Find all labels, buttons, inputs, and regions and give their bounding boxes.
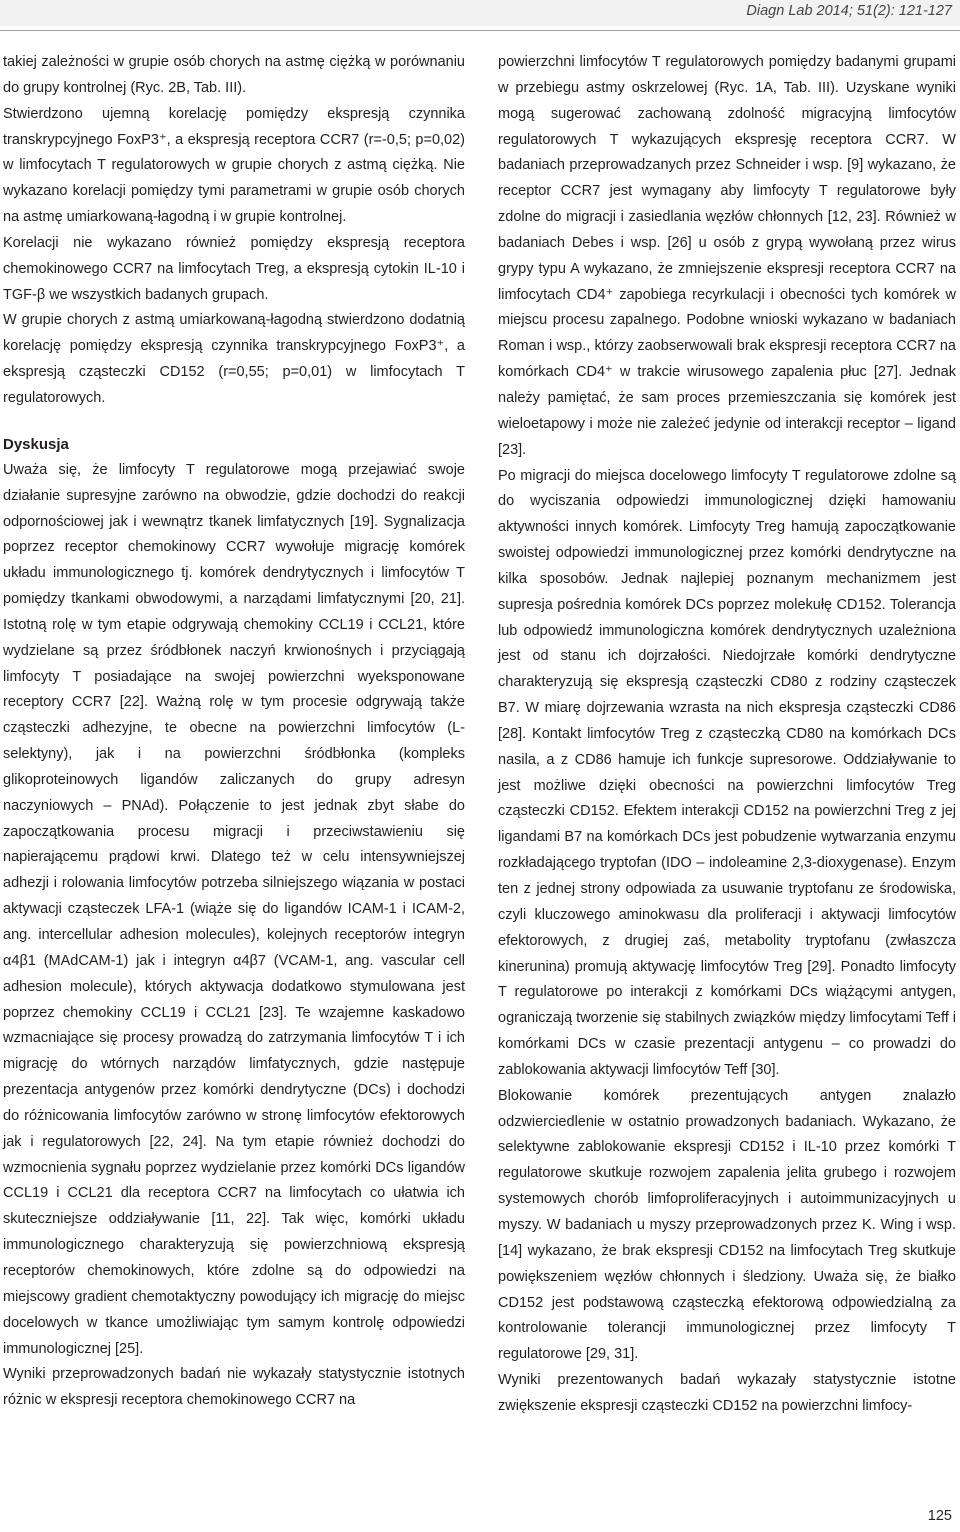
paragraph: takiej zależności w grupie osób chorych na astmę ciężką w porównaniu do grupy kontrolnej (Ryc. 2B, Tab. III). <box>3 54 465 96</box>
paragraph: W grupie chorych z astmą umiarkowaną-łagodną stwierdzono dodatnią korelację pomiędzy ekspresją czynnika transkrypcyjnego FoxP3⁺, a ekspresją cząsteczki CD152 (r=0,55; p=0,01) w limfocytach T regulatorowych. <box>3 312 465 406</box>
paragraph: Stwierdzono ujemną korelację pomiędzy ekspresją czynnika transkrypcyjnego FoxP3⁺, a ekspresją receptora CCR7 (r=-0,5; p=0,02) w limfocytach T regulatorowych w grupie chorych z astmą ciężką. Nie wykazano korelacji pomiędzy tymi parametrami w grupie osób chorych na astmę umiarkowaną-łagodną i w grupie kontrolnej. <box>3 105 465 226</box>
paragraph: Po migracji do miejsca docelowego limfocyty T regulatorowe zdolne są do wyciszania odpowiedzi immunologicznej dzięki hamowaniu aktywności innych komórek. Limfocyty Treg hamują zapoczątkowanie swoistej odpowiedzi immunologicznej przez komórki dendrytyczne na kilka sposobów. Jednak najlepiej poznanym mechanizmem jest supresja pośrednia komórek DCs poprzez molekułę CD152. Tolerancja lub odpowiedź immunologiczna komórek dendrytycznych uzależniona jest od stanu ich dojrzałości. Niedojrzałe komórki dendrytyczne charakteryzują się ekspresją cząsteczki CD80 z rodziny cząsteczek B7. W miarę dojrzewania wzrasta na nich ekspresja cząsteczki CD86 [28]. Kontakt limfocytów Treg z cząsteczką CD80 na komórkach DCs nasila, a z CD86 hamuje ich funkcje supresorowe. Oddziaływanie to jest możliwe dzięki obecności na powierzchni limfocytów Treg cząsteczki CD152. Efektem interakcji CD152 na powierzchni Treg z jej ligandami B7 na komórkach DCs jest pobudzenie wytwarzania enzymu rozkładającego tryptofan (IDO – indoleamine 2,3-dioxygenase). Enzym ten z jednej strony odpowiada za usuwanie tryptofanu ze środowiska, czyli kluczowego aminokwasu dla proliferacji i aktywacji limfocytów efektorowych, z drugiej zaś, metabolity tryptofanu (zwłaszcza kinerunina) promują aktywację limfocytów Treg [29]. Ponadto limfocyty T regulatorowe po interakcji z komórkami DCs wiążącymi antygen, ograniczają tworzenie się stabilnych związków między limfocytami Teff i komórkami DCs w czasie prezentacji antygenu – co prowadzi do zablokowania aktywacji limfocytów Teff [30]. <box>498 467 957 1078</box>
paragraph: powierzchni limfocytów T regulatorowych pomiędzy badanymi grupami w przebiegu astmy oskrzelowej (Ryc. 1A, Tab. III). Uzyskane wyniki mogą sugerować zachowaną zdolność migracyjną limfocytów regulatorowych T wykazujących ekspresję receptora CCR7. W badaniach przeprowadzanych przez Schneider i wsp. [9] wykazano, że receptor CCR7 jest wymagany aby limfocyty T regulatorowe były zdolne do migracji i zasiedlania węzłów chłonnych [12, 23]. Również w badaniach Debes i wsp. [26] u osób z grypą wywołaną przez wirus grypy typu A wykazano, że zmniejszenie ekspresji receptora CCR7 na limfocytach CD4⁺ zapobiega recyrkulacji i obecności tych komórek w miejscu procesu zapalnego. Podobne wnioski wykazano w badaniach Roman i wsp., którzy zaobserwowali brak ekspresji receptora CCR7 na komórkach CD4⁺ w trakcie wirusowego zapalenia płuc [27]. Jednak należy pamiętać, że sam proces przemieszczania się komórek jest wieloetapowy i może nie zależeć jedynie od interakcji receptor – ligand [23]. <box>498 54 956 458</box>
section-heading-dyskusja: Dyskusja <box>3 435 69 453</box>
right-column <box>498 50 956 1420</box>
left-column <box>3 50 465 1414</box>
paragraph: Wyniki przeprowadzonych badań nie wykazały statystycznie istotnych różnic w ekspresji receptora chemokinowego CCR7 na <box>3 1366 465 1409</box>
running-header <box>0 0 960 26</box>
page-number: 125 <box>927 1508 952 1524</box>
header-divider <box>0 30 960 31</box>
paragraph: Wyniki prezentowanych badań wykazały statystycznie istotne zwiększenie ekspresji cząsteczki CD152 na powierzchni limfocy- <box>498 1372 956 1414</box>
journal-citation: Diagn Lab 2014; 51(2): 121-127 <box>746 3 952 19</box>
paragraph: Blokowanie komórek prezentujących antygen znalazło odzwierciedlenie w ostatnio prowadzonych badaniach. Wykazano, że selektywne zablokowanie ekspresji CD152 i IL-10 przez komórki T regulatorowe skutkuje rozwojem zapalenia jelita grubego i rozwojem systemowych chorób limfoproliferacyjnych i autoimmunizacyjnych u myszy. W badaniach u myszy przeprowadzonych przez K. Wing i wsp. [14] wykazano, że brak ekspresji CD152 na limfocytach Treg skutkuje powiększeniem węzłów chłonnych i śledziony. Uważa się, że białko CD152 jest podstawową cząsteczką efektorową odpowiedzialną za kontrolowanie tolerancji immunologicznej przez limfocyty T regulatorowe [29, 31]. <box>498 1087 956 1363</box>
paragraph: Korelacji nie wykazano również pomiędzy ekspresją receptora chemokinowego CCR7 na limfocytach Treg, a ekspresją cytokin IL-10 i TGF-β we wszystkich badanych grupach. <box>3 234 465 303</box>
paragraph: Uważa się, że limfocyty T regulatorowe mogą przejawiać swoje działanie supresyjne zarówno na obwodzie, gdzie dochodzi do reakcji odpornościowej jak i wewnątrz tkanek limfatycznych [19]. Sygnalizacja poprzez receptor chemokinowy CCR7 wywołuje migrację komórek układu immunologicznego tj. komórek dendrytycznych i limfocytów T pomiędzy tkankami obwodowymi, a narządami limfatycznymi [20, 21]. Istotną rolę w tym etapie odgrywają chemokiny CCL19 i CCL21, które wydzielane są przez śródbłonek naczyń krwionośnych i przyciągają limfocyty T posiadające na swojej powierzchni wyeksponowane receptory CCR7 [22]. Ważną rolę w tym procesie odgrywają także cząsteczki adhezyjne, te obecne na powierzchni limfocytów (L-selektyny), jak i na powierzchni śródbłonka (kompleks glikoproteinowych ligandów zaliczanych do grupy adresyn naczyniowych – PNAd). Połączenie to jest jednak zbyt słabe do zapoczątkowania procesu migracji i przeciwstawieniu się napierającemu prądowi krwi. Dlatego też w celu intensywniejszej adhezji i rolowania limfocytów potrzeba silniejszego wiązania w postaci aktywacji cząsteczek LFA-1 (wiąże się do ligandów ICAM-1 i ICAM-2, ang. intercellular adhesion molecules), kolejnych receptorów integryn α4β1 (MAdCAM-1) jak i integryn α4β7 (VCAM-1, ang. vascular cell adhesion molecule), których aktywacja dodatkowo stymulowana jest poprzez chemokiny CCL19 i CCL21 [23]. Te wzajemne kaskadowo wzmacniające się procesy prowadzą do zatrzymania limfocytów T i ich migrację do wtórnych narządów limfatycznych, gdzie następuje prezentacja antygenów przez komórki dendrytyczne (DCs) i dochodzi do różnicowania limfocytów zarówno w stronę limfocytów efektorowych jak i regulatorowych [22, 24]. Na tym etapie również dochodzi do wzmocnienia sygnału poprzez wydzielanie przez komórki DCs ligandów CCL19 i CCL21 dla receptora CCR7 na limfocytach co ułatwia ich skuteczniejsze oddziaływanie [11, 22]. Tak więc, komórki układu immunologicznego charakteryzują się powierzchniową ekspresją receptorów chemokinowych, które zdolne są do odpowiedzi na miejscowy gradient chemotaktyczny powodujący ich migrację do miejsc docelowych w tkance umożliwiając tym samym kontrolę odpowiedzi immunologicznej [25]. <box>3 461 465 1357</box>
